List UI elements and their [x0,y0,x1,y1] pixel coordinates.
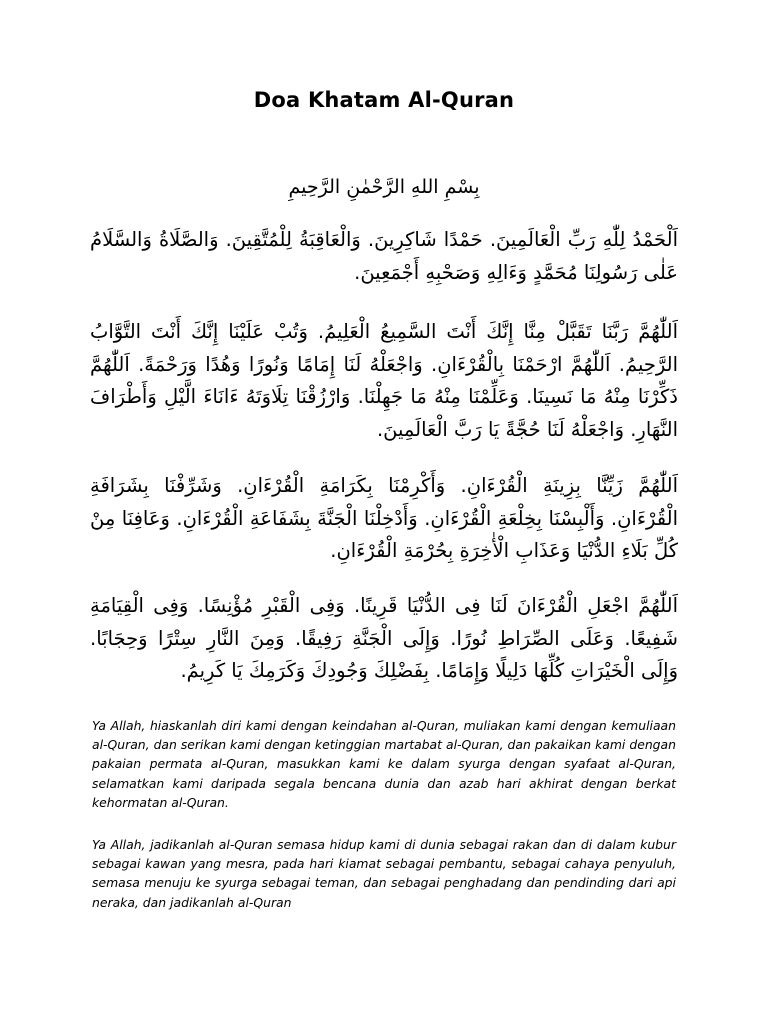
arabic-paragraph-companion: اَللّٰهُمَّ اجْعَلِ الْقُرْءَانَ لَنَا فِى الدُّنْيَا قَرِينًا. وَفِى الْقَبْرِ مُؤْنِسًا. وَفِى الْقِيَامَةِ شَفِيعًا. وَعَلَى الصِّرَاطِ نُورًا. وَإِلَى الْجَنَّةِ رَفِيقًا. وَمِنَ النَّارِ سِتْرًا وَحِجَابًا. وَإِلَى الْخَيْرَاتِ كُلِّهَا دَلِيلًا وَإِمَامًا. بِفَضْلِكَ وَجُودِكَ وَكَرَمِكَ يَا كَرِيمُ. [90,594,678,682]
translation-paragraph-1: Ya Allah, hiaskanlah diri kami dengan keindahan al-Quran, muliakan kami dengan kemuliaan al-Quran, dan serikan kami dengan ketinggian martabat al-Quran, dan pakaikan kami dengan pakaian permata al-Quran, masukkan kami ke dalam syurga dengan syafaat al-Quran, selamatkan kami daripada segala bencana dunia dan azab hari akhirat dengan berkat kehormatan al-Quran. [92,718,676,810]
basmala: بِسْمِ اللهِ الرَّحْمٰنِ الرَّحِيمِ [288,176,480,198]
arabic-paragraph-acceptance: اَللّٰهُمَّ رَبَّنَا تَقَبَّلْ مِنَّا إِنَّكَ أَنْتَ السَّمِيعُ الْعَلِيمُ. وَتُبْ عَلَيْنَا إِنَّكَ أَنْتَ التَّوَّابُ الرَّحِيمُ. اَللّٰهُمَّ ارْحَمْنَا بِالْقُرْءَانِ. وَاجْعَلْهُ لَنَا إِمَامًا وَنُورًا وَهُدًا وَرَحْمَةً. اَللّٰهُمَّ ذَكِّرْنَا مِنْهُ مَا نَسِينَا. وَعَلِّمْنَا مِنْهُ مَا جَهِلْنَا. وَارْزُقْنَا تِلَاوَتَهُ ءَانَاءَ الَّيْلِ وَأَطْرَافَ النَّهَارِ. وَاجْعَلْهُ لَنَا حُجَّةً يَا رَبَّ الْعَالَمِينَ. [90,320,678,441]
document-title: Doa Khatam Al-Quran [253,88,515,112]
translation-paragraph-2: Ya Allah, jadikanlah al-Quran semasa hidup kami di dunia sebagai rakan dan di dalam kubur sebagai kawan yang mesra, pada hari kiamat sebagai pembantu, sebagai cahaya penyuluh, semasa menuju ke syurga sebagai teman, dan sebagai penghadang dan pendinding dari api neraka, dan jadikanlah al-Quran [92,837,676,910]
arabic-paragraph-adornment: اَللّٰهُمَّ زَيِّنَّا بِزِينَةِ الْقُرْءَانِ. وَأَكْرِمْنَا بِكَرَامَةِ الْقُرْءَانِ. وَشَرِّفْنَا بِشَرَافَةِ الْقُرْءَانِ. وَأَلْبِسْنَا بِخِلْعَةِ الْقُرْءَانِ. وَأَدْخِلْنَا الْجَنَّةَ بِشَفَاعَةِ الْقُرْءَانِ. وَعَافِنَا مِنْ كُلِّ بَلَاءِ الدُّنْيَا وَعَذَابِ الْأٰخِرَةِ بِحُرْمَةِ الْقُرْءَانِ. [90,474,678,562]
arabic-paragraph-praise: اَلْحَمْدُ لِلّٰهِ رَبِّ الْعَالَمِينَ. حَمْدًا شَاكِرِينَ. وَالْعَاقِبَةُ لِلْمُتَّقِينَ. وَالصَّلَاةُ وَالسَّلَامُ عَلٰى رَسُولِنَا مُحَمَّدٍ وَءَالِهِ وَصَحْبِهِ أَجْمَعِينَ. [90,228,678,284]
